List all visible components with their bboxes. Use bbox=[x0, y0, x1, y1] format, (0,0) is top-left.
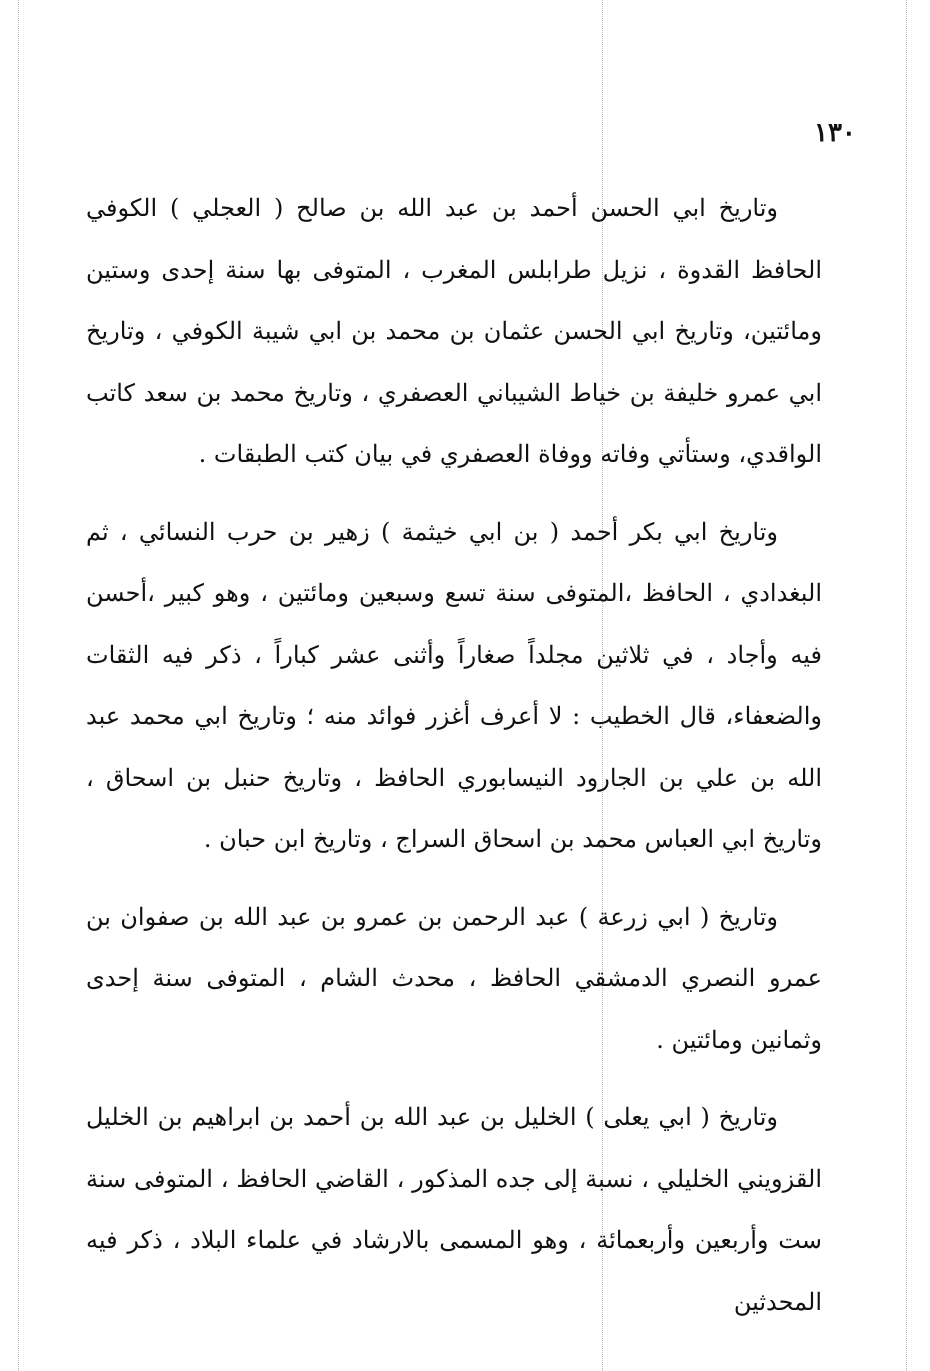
body-text bbox=[86, 178, 822, 1349]
paragraph: وتاريخ ابي بكر أحمد ( بن ابي خيثمة ) زهير بن حرب النسائي ، ثم البغدادي ، الحافظ ،المتوفى سنة تسع وسبعين ومائتين ، وهو كبير ،أحسن فيه وأجاد ، في ثلاثين مجلداً صغاراً وأثنى عشر كباراً ، ذكر فيه الثقات والضعفاء، قال الخطيب : لا أعرف أغزر فوائد منه ؛ وتاريخ ابي محمد عبد الله بن علي بن الجارود النيسابوري الحافظ ، وتاريخ حنبل بن اسحاق ، وتاريخ ابي العباس محمد بن اسحاق السراج ، وتاريخ ابن حبان . bbox=[86, 517, 822, 853]
paragraph: وتاريخ ابي الحسن أحمد بن عبد الله بن صالح ( العجلي ) الكوفي الحافظ القدوة ، نزيل طرابلس المغرب ، المتوفى بها سنة إحدى وستين ومائتين، وتاريخ ابي الحسن عثمان بن محمد بن ابي شيبة الكوفي ، وتاريخ ابي عمرو خليفة بن خياط الشيباني العصفري ، وتاريخ محمد بن سعد كاتب الواقدي، وستأتي وفاته ووفاة العصفري في بيان كتب الطبقات . bbox=[86, 194, 822, 468]
scan-guide-line bbox=[906, 0, 907, 1371]
paragraph: وتاريخ ( ابي يعلى ) الخليل بن عبد الله بن أحمد بن ابراهيم بن الخليل القزويني الخليلي ، نسبة إلى جده المذكور ، القاضي الحافظ ، المتوفى سنة ست وأربعين وأربعمائة ، وهو المسمى بالارشاد في علماء البلاد ، ذكر فيه المحدثين bbox=[86, 1103, 822, 1316]
paragraph: وتاريخ ( ابي زرعة ) عبد الرحمن بن عمرو بن عبد الله بن صفوان بن عمرو النصري الدمشقي الحافظ ، محدث الشام ، المتوفى سنة إحدى وثمانين ومائتين . bbox=[86, 902, 822, 1054]
page-number: ١٣٠ bbox=[814, 118, 856, 148]
scan-guide-line bbox=[18, 0, 19, 1371]
